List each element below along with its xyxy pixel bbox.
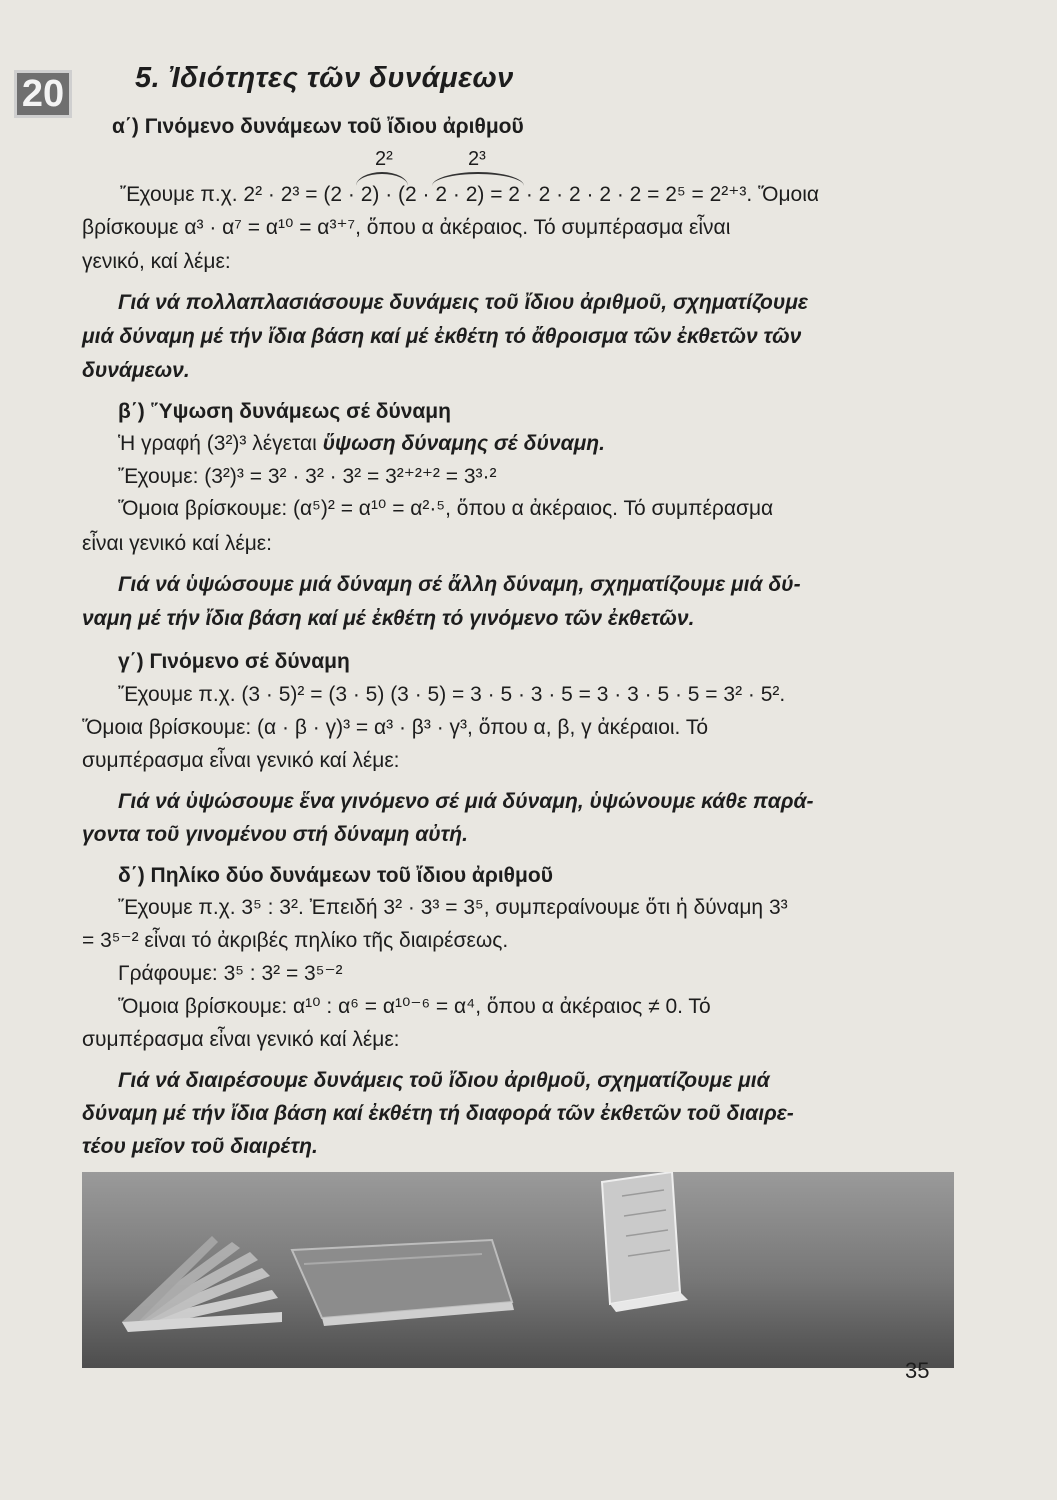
b-line1-term: ὕψωση δύναμης σέ δύναμη. (322, 432, 605, 455)
heading-a: α΄) Γινόμενο δυνάμεων τοῦ ἴδιου ἀριθμοῦ (112, 115, 524, 138)
heading-c: γ΄) Γινόμενο σέ δύναμη (118, 650, 350, 673)
d-line5: συμπέρασμα εἶναι γενικό καί λέμε: (82, 1028, 400, 1051)
heading-d: δ΄) Πηλίκο δύο δυνάμεων τοῦ ἴδιου ἀριθμοῦ (118, 864, 553, 887)
c-line1: Ἔχουμε π.χ. (3 · 5)² = (3 · 5) (3 · 5) = 3 · 5 · 3 · 5 = 3 · 3 · 5 · 5 = 3² · 5². (118, 683, 786, 706)
b-line2: Ἔχουμε: (3²)³ = 3² · 3² · 3² = 3²⁺²⁺² = 3³·² (118, 465, 497, 488)
a-line2: βρίσκουμε α³ · α⁷ = α¹⁰ = α³⁺⁷, ὅπου α ἀκέραιος. Τό συμπέρασμα εἶναι (82, 216, 731, 239)
b-line1 (118, 432, 605, 456)
b-line3: Ὅμοια βρίσκουμε: (α⁵)² = α¹⁰ = α²·⁵, ὅπου α ἀκέραιος. Τό συμπέρασμα (118, 497, 774, 520)
brace-label-2: 2³ (468, 148, 486, 170)
c-rule1: Γιά νά ὑψώσουμε ἕνα γινόμενο σέ μιά δύναμη, ὑψώνουμε κάθε παρά- (118, 790, 814, 813)
d-line4: Ὅμοια βρίσκουμε: α¹⁰ : α⁶ = α¹⁰⁻⁶ = α⁴, ὅπου α ἀκέραιος ≠ 0. Τό (118, 995, 711, 1018)
section-title: 5. Ἰδιότητες τῶν δυνάμεων (135, 62, 514, 94)
c-line3: συμπέρασμα εἶναι γενικό καί λέμε: (82, 749, 400, 772)
illustration-photo (82, 1172, 954, 1368)
heading-b: β΄) Ὕψωση δυνάμεως σέ δύναμη (118, 400, 451, 423)
d-rule3: τέου μεῖον τοῦ διαιρέτη. (82, 1135, 318, 1158)
chapter-badge: 20 (14, 70, 72, 118)
b-line1-text: Ἡ γραφή (3²)³ λέγεται (118, 432, 323, 455)
d-rule2: δύναμη μέ τήν ἴδια βάση καί ἐκθέτη τή διαφορά τῶν ἐκθετῶν τοῦ διαιρε- (82, 1102, 794, 1125)
d-line2: = 3⁵⁻² εἶναι τό ἀκριβές πηλίκο τῆς διαιρέσεως. (82, 929, 509, 952)
b-rule1: Γιά νά ὑψώσουμε μιά δύναμη σέ ἄλλη δύναμη, σχηματίζουμε μιά δύ- (118, 573, 801, 596)
b-line4: εἶναι γενικό καί λέμε: (82, 532, 272, 555)
brace-label-1: 2² (375, 148, 393, 170)
books-illustration (82, 1172, 954, 1368)
a-line1: Ἔχουμε π.χ. 2² · 2³ = (2 · 2) · (2 · 2 · 2) = 2 · 2 · 2 · 2 · 2 = 2⁵ = 2²⁺³. Ὅμοια (120, 183, 820, 206)
a-rule1: Γιά νά πολλαπλασιάσουμε δυνάμεις τοῦ ἴδιου ἀριθμοῦ, σχηματίζουμε (118, 291, 808, 314)
c-rule2: γοντα τοῦ γινομένου στή δύναμη αὐτή. (82, 823, 468, 846)
page-number: 35 (905, 1358, 930, 1383)
d-rule1: Γιά νά διαιρέσουμε δυνάμεις τοῦ ἴδιου ἀριθμοῦ, σχηματίζουμε μιά (118, 1069, 770, 1092)
b-rule2: ναμη μέ τήν ἴδια βάση καί μέ ἐκθέτη τό γινόμενο τῶν ἐκθετῶν. (82, 607, 695, 630)
a-rule3: δυνάμεων. (82, 359, 190, 382)
a-line3: γενικό, καί λέμε: (82, 250, 231, 273)
d-line3: Γράφουμε: 3⁵ : 3² = 3⁵⁻² (118, 962, 343, 985)
a-rule2: μιά δύναμη μέ τήν ἴδια βάση καί μέ ἐκθέτη τό ἄθροισμα τῶν ἐκθετῶν τῶν (82, 325, 802, 348)
c-line2: Ὅμοια βρίσκουμε: (α · β · γ)³ = α³ · β³ · γ³, ὅπου α, β, γ ἀκέραιοι. Τό (82, 716, 709, 739)
d-line1: Ἔχουμε π.χ. 3⁵ : 3². Ἐπειδή 3² · 3³ = 3⁵, συμπεραίνουμε ὅτι ἡ δύναμη 3³ (118, 896, 788, 919)
